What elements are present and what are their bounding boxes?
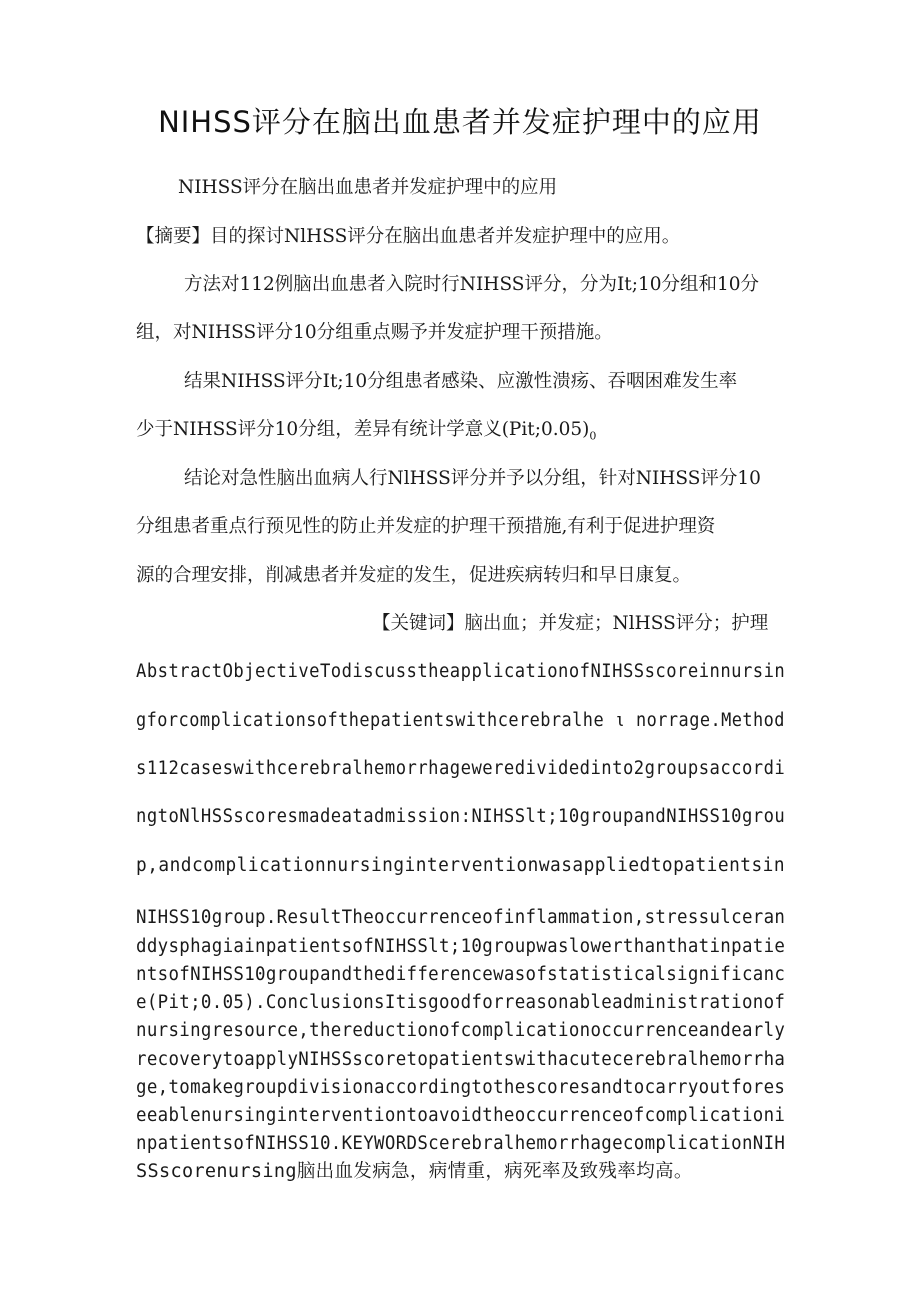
method-line-1: 方法对112例脑出血患者入院时行NIHSS评分，分为It;10分组和10分 (184, 274, 760, 295)
result-line-2-text: 少于NIHSS评分10分组，差异有统计学意义(Pit;0.05) (136, 419, 590, 440)
abstract-en-line-14: npatientsofNIHSS10.KEYWORDScerebralhemorrhagecomplicationNIH (136, 1133, 786, 1154)
abstract-en-line-6: NIHSS10group.ResultTheoccurrenceofinflammation,stressulceran (136, 907, 786, 928)
abstract-en-line-3: s112caseswithcerebralhemorrhageweredividedinto2groupsaccordi (136, 758, 786, 779)
result-line-1: 结果NIHSS评分It;10分组患者感染、应激性溃疡、吞咽困难发生率 (184, 371, 738, 392)
conclusion-line-2: 分组患者重点行预见性的防止并发症的护理干预措施,有利于促进护理资 (136, 516, 716, 537)
abstract-summary: 【摘要】目的探讨NlHSS评分在脑出血患者并发症护理中的应用。 (136, 226, 681, 247)
method-line-2: 组，对NIHSS评分10分组重点赐予并发症护理干预措施。 (136, 322, 613, 343)
subtitle: NIHSS评分在脑出血患者并发症护理中的应用 (178, 177, 558, 198)
abstract-en-line-7: ddysphagiainpatientsofNIHSSlt;10groupwaslowerthanthatinpatie (136, 936, 786, 957)
abstract-en-line-5: p,andcomplicationnursinginterventionwasappliedtopatientsin (136, 855, 786, 876)
keywords-cn: 【关键词】脑出血；并发症；NlHSS评分；护理 (372, 613, 769, 634)
conclusion-line-1: 结论对急性脑出血病人行NlHSS评分并予以分组，针对NIHSS评分10 (184, 468, 761, 489)
abstract-en-line-1: AbstractObjectiveTodiscusstheapplicationofNIHSSscoreinnursin (136, 661, 786, 682)
abstract-en-line-8: ntsofNIHSS10groupandthedifferencewasofstatisticalsignificanc (136, 964, 786, 985)
abstract-en-line-2: gforcomplicationsofthepatientswithcerebralhe ι norrage.Method (136, 710, 785, 731)
abstract-en-line-11: recoverytoapplyNIHSSscoretopatientswithacutecerebralhemorrha (136, 1049, 786, 1070)
document-title: NIHSS评分在脑出血患者并发症护理中的应用 (158, 105, 762, 139)
abstract-en-line-12: ge,tomakegroupdivisionaccordingtothescoresandtocarryoutfores (136, 1077, 786, 1098)
abstract-en-line-4: ngtoNlHSSscoresmadeatadmission:NIHSSlt;10groupandNIHSS10grou (136, 806, 786, 827)
result-suffix: 0 (589, 429, 597, 443)
abstract-en-line-13: eeablenursinginterventiontoavoidtheoccurrenceofcomplicationi (136, 1105, 786, 1126)
abstract-en-line-10: nursingresource,thereductionofcomplicationoccurrenceandearly (136, 1020, 786, 1041)
abstract-en-line-15: SSscorenursing脑出血发病急，病情重，病死率及致残率均高。 (136, 1161, 693, 1182)
abstract-en-line-9: e(Pit;0.05).ConclusionsItisgoodforreasonableadministrationof (136, 992, 786, 1013)
result-line-2 (136, 418, 596, 449)
conclusion-line-3: 源的合理安排，削减患者并发症的发生，促进疾病转归和早日康复。 (136, 565, 692, 586)
